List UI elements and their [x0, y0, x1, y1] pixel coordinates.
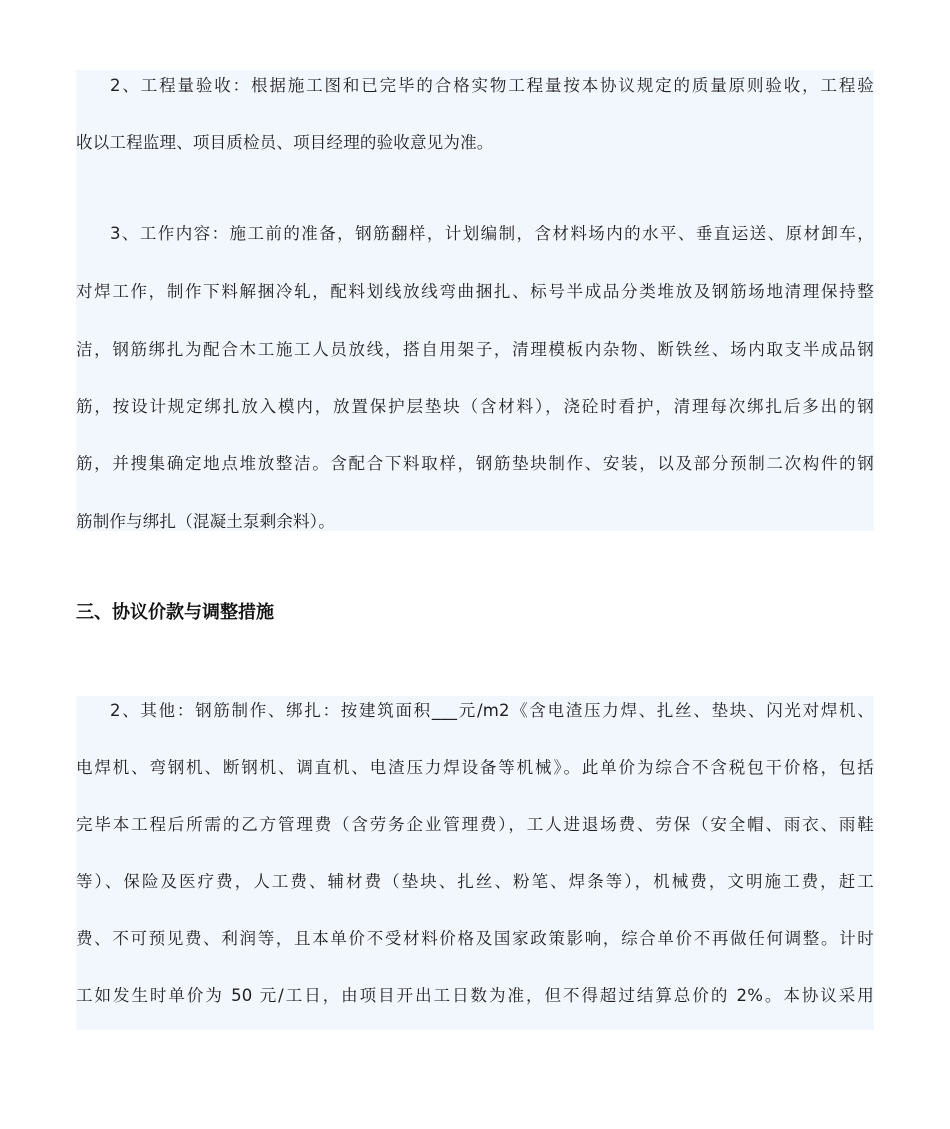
paragraph-acceptance [76, 70, 874, 165]
paragraph-pricing [76, 696, 874, 1030]
paragraph-line: 对焊工作，制作下料解捆冷轧，配料划线放线弯曲捆扎、标号半成品分类堆放及钢筋场地清理保持整 [76, 282, 874, 301]
paragraph-line: 工如发生时单价为 50 元/工日，由项目开出工日数为准，但不得超过结算总价的 2%。本协议采用 [76, 986, 874, 1005]
paragraph-line: 等）、保险及医疗费，人工费、辅材费（垫块、扎丝、粉笔、焊条等），机械费，文明施工费，赶工 [76, 872, 874, 891]
paragraph-line: 费、不可预见费、利润等，且本单价不受材料价格及国家政策影响，综合单价不再做任何调整。计时 [76, 929, 874, 948]
paragraph-line: 完毕本工程后所需的乙方管理费（含劳务企业管理费），工人进退场费、劳保（安全帽、雨衣、雨鞋 [76, 815, 874, 834]
paragraph-line: 洁，钢筋绑扎为配合木工施工人员放线，搭自用架子，清理模板内杂物、断铁丝、场内取支半成品钢 [76, 340, 874, 359]
paragraph-line: 收以工程监理、项目质检员、项目经理的验收意见为准。 [76, 133, 494, 152]
paragraph-line: 电焊机、弯钢机、断钢机、调直机、电渣压力焊设备等机械》。此单价为综合不含税包干价格，包括 [76, 758, 874, 777]
paragraph-line: 3、工作内容：施工前的准备，钢筋翻样，计划编制，含材料场内的水平、垂直运送、原材卸车， [110, 224, 874, 243]
paragraph-work-content [76, 165, 874, 531]
paragraph-line: 2、其他：钢筋制作、绑扎：按建筑面积___元/m2《含电渣压力焊、扎丝、垫块、闪光对焊机、 [110, 701, 874, 720]
section-heading: 三、协议价款与调整措施 [76, 602, 274, 623]
paragraph-line: 筋，按设计规定绑扎放入模内，放置保护层垫块（含材料），浇砼时看护，清理每次绑扎后多出的钢 [76, 397, 874, 416]
paragraph-line: 筋制作与绑扎（混凝土泵剩余料）。 [76, 512, 335, 531]
paragraph-line: 筋，并搜集确定地点堆放整洁。含配合下料取样，钢筋垫块制作、安装，以及部分预制二次构件的钢 [76, 454, 874, 473]
paragraph-line: 2、工程量验收：根据施工图和已完毕的合格实物工程量按本协议规定的质量原则验收，工程验 [110, 76, 874, 95]
